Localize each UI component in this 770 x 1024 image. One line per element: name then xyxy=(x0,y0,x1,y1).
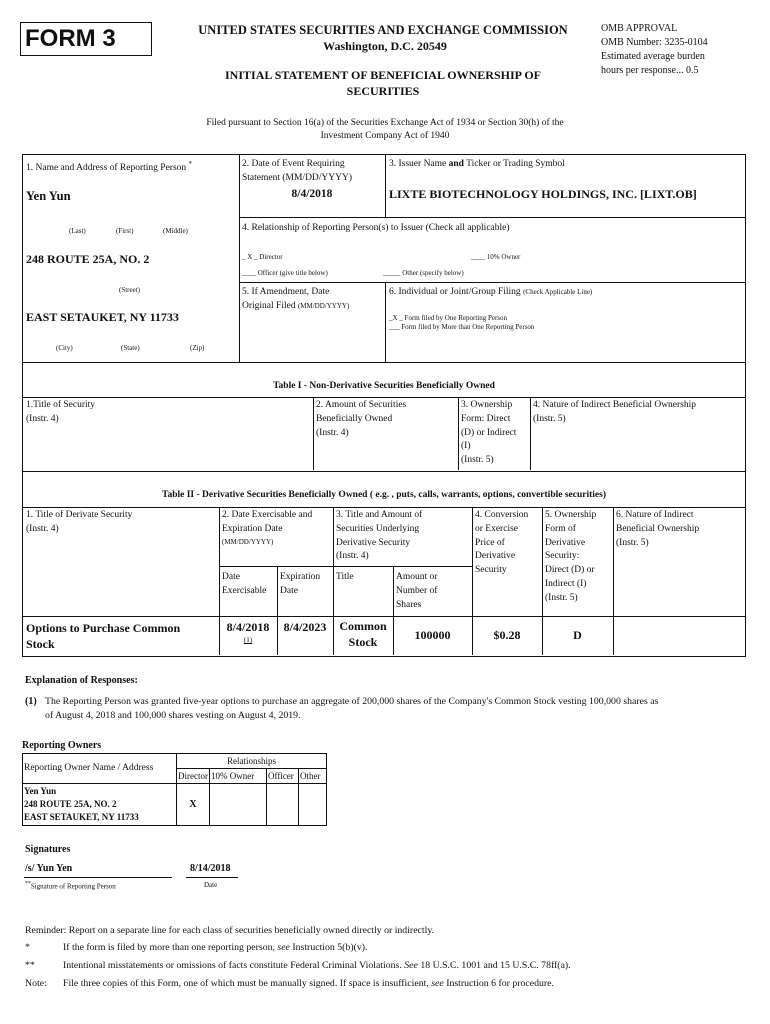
expiration-date-value: 8/4/2023 xyxy=(283,620,327,634)
reporting-owners-heading: Reporting Owners xyxy=(22,740,102,751)
star1-suffix: Instruction 5(b)(v). xyxy=(292,942,368,953)
table2-sub1-line2: Exercisable xyxy=(222,585,267,596)
table2-col2-line3: (MM/DD/YYYY) xyxy=(222,537,274,546)
date-exercisable-value: 8/4/2018 xyxy=(226,620,270,634)
filed-line1: Filed pursuant to Section 16(a) of the Securities Exchange Act of 1934 or Section 30(h) of the xyxy=(206,118,564,128)
signatures-heading: Signatures xyxy=(25,844,71,855)
underlying-line2: Stock xyxy=(348,634,378,649)
owners-ten-pct-header: 10% Owner xyxy=(209,769,266,784)
owner-ten-pct-cell xyxy=(209,784,266,826)
underlying-amount-value: 100000 xyxy=(414,628,451,642)
footer-note-label: Note: xyxy=(25,978,47,990)
table-2-derivative xyxy=(22,471,746,657)
name-first-label: (First) xyxy=(116,227,134,235)
table2-col3-line2: Securities Underlying xyxy=(336,523,420,534)
name-middle-label: (Middle) xyxy=(163,227,188,235)
box3-label-suffix: Ticker or Trading Symbol xyxy=(466,159,565,169)
table1-col2-line2: Beneficially Owned xyxy=(316,413,393,424)
table2-col5-line6: Indirect (I) xyxy=(545,578,587,589)
table2-date-exercisable-header xyxy=(222,571,266,599)
owners-officer-header: Officer xyxy=(266,769,298,784)
star1-see: see xyxy=(277,942,290,953)
table2-col1-line1: 1. Title of Derivate Security xyxy=(26,510,133,520)
omb-approval-box xyxy=(601,22,761,78)
table2-col2-line2: Expiration Date xyxy=(222,523,283,534)
note-prefix: File three copies of this Form, one of which must be manually signed. If space is insufficient, xyxy=(63,978,429,990)
owners-name-header: Reporting Owner Name / Address xyxy=(23,754,177,784)
note-see: see xyxy=(431,978,444,990)
filed-by-more-check: ___ Form filed by More than One Reporting Person xyxy=(389,323,535,331)
director-check: _ X _ Director xyxy=(242,253,283,261)
table2-sub2-line1: Expiration xyxy=(280,572,321,582)
table2-col4-line2: or Exercise xyxy=(475,523,518,534)
box3-label-prefix: 3. Issuer Name xyxy=(389,159,447,169)
table1-col4-line2: (Instr. 5) xyxy=(533,413,566,424)
table2-sub2-line2: Date xyxy=(280,585,298,596)
table2-col4-line4: Derivative xyxy=(475,551,516,562)
table-1-title: Table I - Non-Derivative Securities Beneficially Owned xyxy=(273,381,495,391)
footer-note-star xyxy=(25,939,571,957)
signature-date: 8/14/2018 xyxy=(190,863,231,874)
table2-col5-line4: Security: xyxy=(545,551,580,562)
owner-name-address xyxy=(23,784,177,826)
ownership-form-value: D xyxy=(573,628,582,642)
star2-see: See xyxy=(404,960,418,972)
owner-officer-cell xyxy=(266,784,298,826)
table1-col1-line2: (Instr. 4) xyxy=(26,413,59,424)
owners-other-header: Other xyxy=(298,769,326,784)
owner-director-mark: X xyxy=(177,784,210,826)
table2-amount-line3: Shares xyxy=(396,599,422,610)
table2-underlying-title-header: Title xyxy=(336,572,354,582)
table2-col4-line5: Security xyxy=(475,565,507,576)
owner-name: Yen Yun xyxy=(24,786,57,797)
box6-label xyxy=(389,286,592,299)
street-label: (Street) xyxy=(119,286,140,294)
agency-name: UNITED STATES SECURITIES AND EXCHANGE COMMISSION xyxy=(198,23,568,37)
reporting-person-name: Yen Yun xyxy=(26,189,71,203)
other-check: _____ Other (specify below) xyxy=(383,269,464,277)
box6-label-text: 6. Individual or Joint/Group Filing xyxy=(389,287,521,297)
explanation-note-line2: of August 4, 2018 and 100,000 shares vesting on August 4, 2019. xyxy=(45,710,301,722)
table2-col2-line1: 2. Date Exercisable and xyxy=(222,510,313,520)
table-row xyxy=(23,784,327,826)
table1-col4-header xyxy=(533,399,696,427)
name-last-label: (Last) xyxy=(69,227,86,235)
table1-col4-line1: 4. Nature of Indirect Beneficial Ownership xyxy=(533,400,697,410)
filed-line2: Investment Company Act of 1940 xyxy=(320,131,450,142)
table2-col6-line1: 6. Nature of Indirect xyxy=(616,510,694,520)
zip-label: (Zip) xyxy=(190,344,205,352)
note-suffix: Instruction 6 for procedure. xyxy=(446,978,554,990)
table1-col1-line1: 1.Title of Security xyxy=(26,400,96,410)
derivative-title-line2: Stock xyxy=(26,636,55,651)
box3-label-and: and xyxy=(448,159,464,169)
table2-col1-header xyxy=(26,509,132,537)
box2-label-line2: Statement (MM/DD/YYYY) xyxy=(242,172,353,183)
box1-label-mark: * xyxy=(188,160,193,168)
explanation-note-text xyxy=(45,695,750,723)
table1-col2-line1: 2. Amount of Securities xyxy=(316,400,407,410)
city-label: (City) xyxy=(56,344,73,352)
event-date: 8/4/2018 xyxy=(291,188,333,200)
table2-col4-line3: Price of xyxy=(475,537,505,548)
table2-col5-line5: Direct (D) or xyxy=(545,565,595,576)
underlying-line1: Common xyxy=(339,619,387,633)
reminder-text: Reminder: Report on a separate line for each class of securities beneficially owned directly or indirectly. xyxy=(25,925,435,936)
table2-col6-line2: Beneficial Ownership xyxy=(616,523,700,534)
table2-expiration-header xyxy=(280,571,320,599)
table2-col3-line1: 3. Title and Amount of xyxy=(336,510,423,520)
signature-label-text: Signature of Reporting Person xyxy=(30,882,116,891)
table2-col5-line1: 5. Ownership xyxy=(545,510,597,520)
table1-col1-header xyxy=(26,399,95,427)
omb-hours-value: 0.5 xyxy=(685,65,699,76)
box5-label-line1: 5. If Amendment, Date xyxy=(242,287,330,297)
explanation-note-number: (1) xyxy=(25,696,37,707)
city-state-zip: EAST SETAUKET, NY 11733 xyxy=(26,310,179,324)
table2-col3-line4: (Instr. 4) xyxy=(336,551,369,562)
table2-sub1-line1: Date xyxy=(222,572,240,582)
statement-title-line1: INITIAL STATEMENT OF BENEFICIAL OWNERSHIP OF xyxy=(225,68,541,82)
table2-col6-header xyxy=(616,509,699,550)
footer-star1: * xyxy=(25,942,30,953)
ten-pct-owner-check: ____ 10% Owner xyxy=(471,253,521,261)
star2-prefix: Intentional misstatements or omissions of facts constitute Federal Criminal Violations. xyxy=(63,960,402,972)
table1-col3-line1: 3. Ownership xyxy=(461,400,513,410)
footer-star2-text xyxy=(63,957,571,975)
statement-title xyxy=(198,67,568,99)
signer-name: /s/ Yun Yen xyxy=(25,863,73,874)
explanation-heading: Explanation of Responses: xyxy=(25,675,138,686)
street-address: 248 ROUTE 25A, NO. 2 xyxy=(26,252,150,266)
box2-label-line1: 2. Date of Event Requiring xyxy=(242,159,345,169)
box1-label-text: 1. Name and Address of Reporting Person xyxy=(26,163,187,174)
footer-star2: ** xyxy=(25,960,35,972)
table2-amount-line1: Amount or xyxy=(396,572,438,582)
table1-col2-line3: (Instr. 4) xyxy=(316,427,349,438)
omb-hours-label: hours per response... xyxy=(601,65,684,76)
reporting-person-grid xyxy=(22,154,746,363)
footer-notes xyxy=(25,939,571,993)
table2-amount-header xyxy=(396,571,437,612)
owner-address2: EAST SETAUKET, NY 11733 xyxy=(24,812,139,823)
box2-label xyxy=(242,158,352,186)
table2-col6-line3: (Instr. 5) xyxy=(616,537,649,548)
conversion-price-value: $0.28 xyxy=(493,628,521,642)
signature-label xyxy=(25,881,116,892)
derivative-title-line1: Options to Purchase Common xyxy=(26,621,181,635)
table2-col4-header xyxy=(475,509,528,578)
statement-title-line2: SECURITIES xyxy=(346,84,420,99)
issuer-name: LIXTE BIOTECHNOLOGY HOLDINGS, INC. [LIXT.OB] xyxy=(389,187,697,201)
table2-col1-line2: (Instr. 4) xyxy=(26,523,59,534)
table1-col3-line2: Form: Direct xyxy=(461,413,511,424)
box6-label-note: (Check Applicable Line) xyxy=(523,288,593,296)
box3-label xyxy=(389,158,565,171)
table2-col3-header xyxy=(336,509,422,564)
footer-note-text xyxy=(63,975,571,993)
box1-label xyxy=(26,160,192,175)
box5-label-unit: (MM/DD/YYYY) xyxy=(297,301,350,310)
filed-by-one-check: _X _ Form filed by One Reporting Person xyxy=(389,314,508,322)
owners-relationships-header: Relationships xyxy=(177,754,327,769)
footer-note-double-star xyxy=(25,957,571,975)
date-label: Date xyxy=(204,881,218,889)
derivative-security-title xyxy=(26,621,180,652)
omb-burden: Estimated average burden xyxy=(601,51,705,62)
table-1-non-derivative xyxy=(22,362,746,472)
box5-label-line2: Original Filed xyxy=(242,300,296,311)
owners-director-header: Director xyxy=(177,769,210,784)
table2-col3-line3: Derivative Security xyxy=(336,537,411,548)
owner-address1: 248 ROUTE 25A, NO. 2 xyxy=(24,799,117,810)
footnote-ref-1: (1) xyxy=(243,636,253,644)
table1-col3-line3: (D) or Indirect xyxy=(461,427,517,438)
explanation-note-line1: The Reporting Person was granted five-year options to purchase an aggregate of 200,000 shares of the Company's Common Stock vesting 100,000 shares as xyxy=(45,696,659,707)
table2-col5-line7: (Instr. 5) xyxy=(545,592,578,603)
reporting-owners-table xyxy=(22,753,327,826)
footer-note-note xyxy=(25,975,571,993)
underlying-title-value xyxy=(333,619,393,650)
star1-prefix: If the form is filed by more than one reporting person, xyxy=(63,942,275,953)
table1-col3-header xyxy=(461,399,516,468)
form-title: FORM 3 xyxy=(20,22,152,56)
owner-other-cell xyxy=(298,784,326,826)
signature-label-mark: ** xyxy=(25,881,31,887)
officer-check: ____ Officer (give title below) xyxy=(242,269,328,277)
table2-amount-line2: Number of xyxy=(396,585,438,596)
omb-approval-heading: OMB APPROVAL xyxy=(601,23,678,34)
star2-suffix: 18 U.S.C. 1001 and 15 U.S.C. 78ff(a). xyxy=(420,960,571,972)
box5-label xyxy=(242,286,349,314)
table2-col5-line3: Derivative xyxy=(545,537,586,548)
state-label: (State) xyxy=(121,344,140,352)
table-2-title: Table II - Derivative Securities Beneficially Owned ( e.g. , puts, calls, warrants, options, convertible securities) xyxy=(162,490,606,500)
table2-col5-line2: Form of xyxy=(545,523,576,534)
filed-pursuant xyxy=(150,117,620,144)
table2-col2-header xyxy=(222,509,312,547)
table2-col4-line1: 4. Conversion xyxy=(475,510,529,520)
table1-col3-line4: (I) xyxy=(461,441,471,452)
agency-location: Washington, D.C. 20549 xyxy=(323,39,447,53)
table1-col2-header xyxy=(316,399,406,440)
omb-number: OMB Number: 3235-0104 xyxy=(601,37,708,48)
table2-col5-header xyxy=(545,509,596,605)
footer-star1-text xyxy=(63,939,571,957)
box4-label: 4. Relationship of Reporting Person(s) to Issuer (Check all applicable) xyxy=(242,223,510,233)
table1-col3-line5: (Instr. 5) xyxy=(461,455,494,466)
omb-hours xyxy=(601,64,761,78)
